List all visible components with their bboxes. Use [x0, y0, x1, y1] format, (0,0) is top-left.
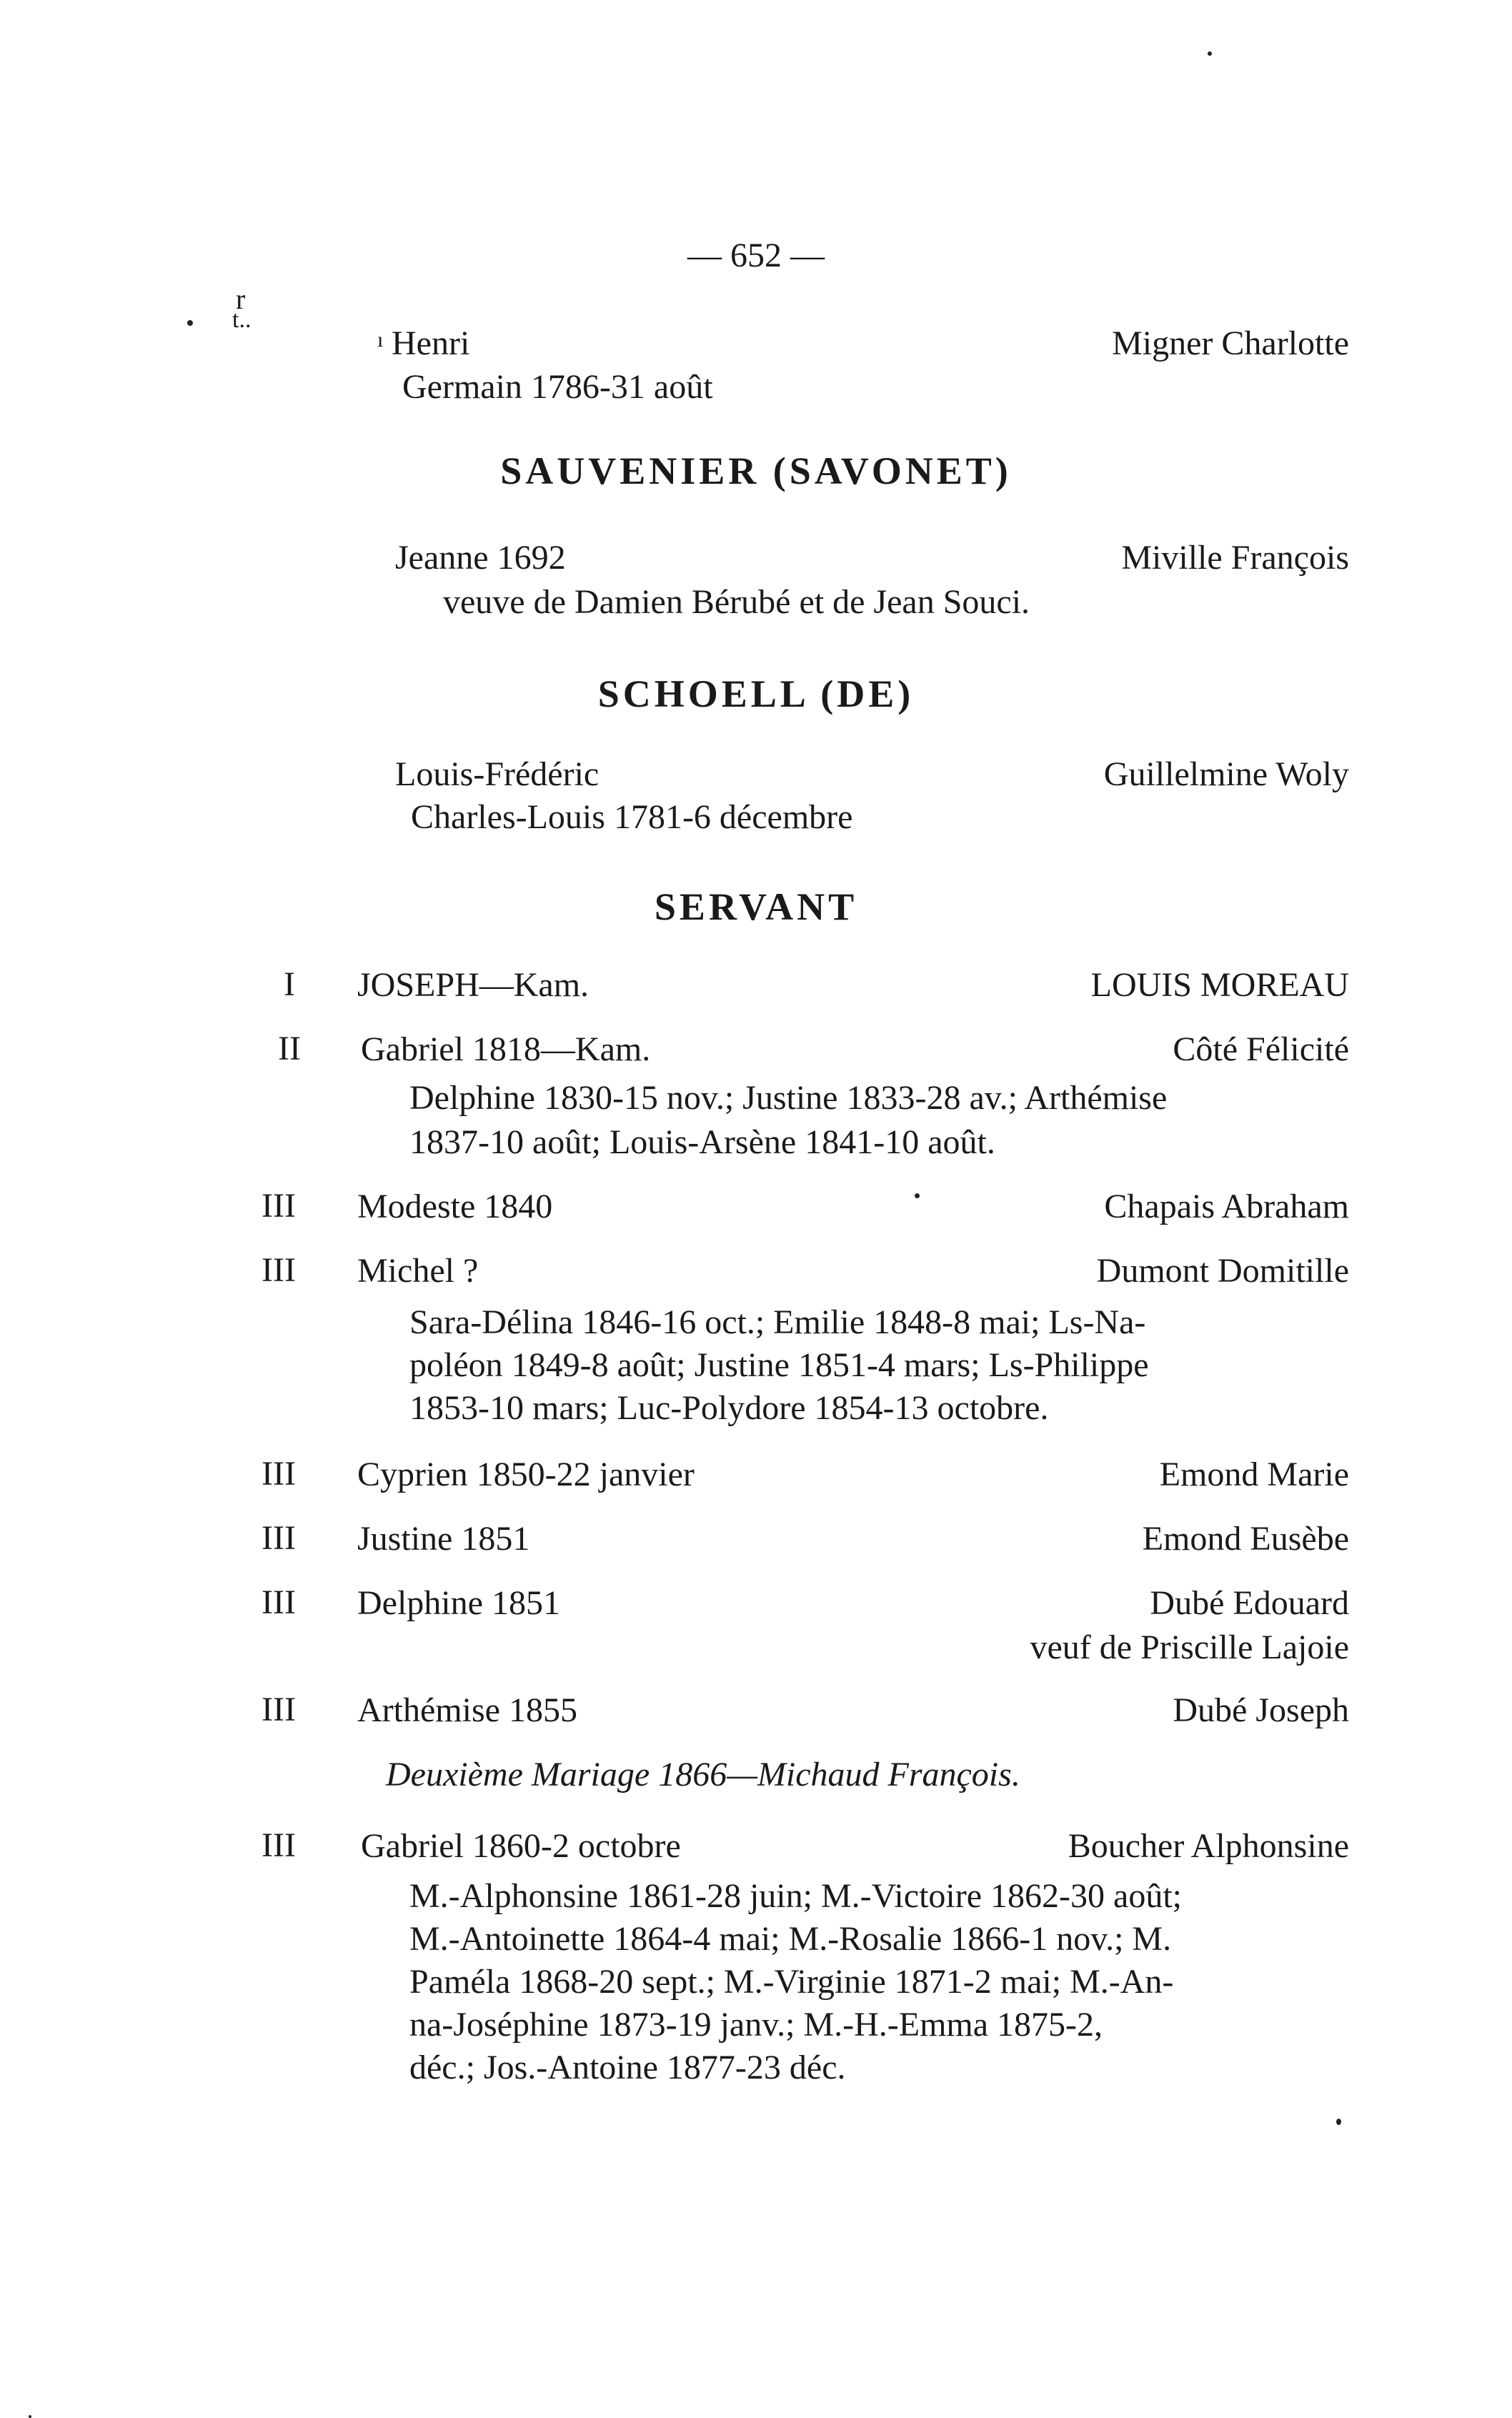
henri-name: Henri: [392, 324, 470, 362]
heading-schoell: SCHOELL (DE): [597, 672, 915, 715]
entry-spouse: Dumont Domitille: [1096, 1252, 1349, 1290]
entry-name: Michel ?: [357, 1252, 479, 1290]
heading-servant: SERVANT: [654, 885, 858, 928]
generation-numeral: III: [262, 1691, 296, 1728]
children-line: M.-Antoinette 1864-4 mai; M.-Rosalie 1866-1 nov.; M.: [409, 1920, 1172, 1958]
generation-numeral: I: [284, 965, 295, 1003]
children-line: poléon 1849-8 août; Justine 1851-4 mars; Ls-Philippe: [409, 1346, 1149, 1384]
entry-spouse: Dubé Joseph: [1173, 1691, 1349, 1729]
generation-numeral: III: [262, 1187, 296, 1225]
entry-name: Gabriel 1860-2 octobre: [361, 1827, 681, 1865]
entry-spouse: LOUIS MOREAU: [1090, 966, 1349, 1004]
spouse-note: veuf de Priscille Lajoie: [1030, 1628, 1349, 1666]
entry-spouse: Chapais Abraham: [1104, 1188, 1349, 1225]
generation-numeral: III: [262, 1251, 296, 1289]
entry-spouse: Dubé Edouard: [1150, 1584, 1349, 1622]
speck: [915, 1193, 920, 1198]
schoell-person: Louis-Frédéric: [395, 755, 600, 793]
entry-name: JOSEPH—Kam.: [357, 966, 590, 1004]
generation-numeral: III: [262, 1826, 296, 1864]
children-line: déc.; Jos.-Antoine 1877-23 déc.: [409, 2049, 846, 2086]
sauvenier-spouse: Miville François: [1121, 539, 1349, 577]
sauvenier-person: Jeanne 1692: [395, 539, 566, 577]
sauvenier-note: veuve de Damien Bérubé et de Jean Souci.: [443, 583, 1030, 621]
schoell-spouse: Guillelmine Woly: [1103, 755, 1349, 793]
entry-name: Justine 1851: [357, 1520, 530, 1558]
henri-spouse: Migner Charlotte: [1112, 324, 1349, 362]
generation-numeral: III: [262, 1519, 296, 1557]
children-line: Sara-Délina 1846-16 oct.; Emilie 1848-8 mai; Ls-Na-: [409, 1303, 1146, 1341]
children-line: 1853-10 mars; Luc-Polydore 1854-13 octobre.: [409, 1389, 1049, 1427]
children-line: Paméla 1868-20 sept.; M.-Virginie 1871-2 mai; M.-An-: [409, 1963, 1174, 2001]
second-marriage: Deuxième Mariage 1866—Michaud François.: [386, 1756, 1020, 1793]
speck: [1208, 51, 1212, 56]
entry-spouse: Boucher Alphonsine: [1068, 1827, 1349, 1865]
speck: [29, 2415, 31, 2418]
entry-name: Gabriel 1818—Kam.: [361, 1030, 651, 1068]
generation-numeral: III: [262, 1583, 296, 1621]
page-number: — 652 —: [687, 237, 825, 274]
entry-name: Modeste 1840: [357, 1188, 553, 1225]
entry-spouse: Emond Eusèbe: [1142, 1520, 1349, 1558]
generation-numeral: III: [262, 1455, 296, 1493]
children-line: 1837-10 août; Louis-Arsène 1841-10 août.: [409, 1123, 995, 1161]
margin-mark: ı: [377, 328, 384, 352]
entry-name: Delphine 1851: [357, 1584, 560, 1622]
generation-numeral: II: [278, 1030, 301, 1068]
entry-name: Arthémise 1855: [357, 1691, 577, 1729]
children-line: na-Joséphine 1873-19 janv.; M.-H.-Emma 1875-2,: [409, 2006, 1103, 2044]
entry-name: Cyprien 1850-22 janvier: [357, 1456, 695, 1493]
children-line: M.-Alphonsine 1861-28 juin; M.-Victoire 1862-30 août;: [409, 1877, 1182, 1915]
speck: [187, 320, 193, 326]
entry-spouse: Emond Marie: [1159, 1456, 1349, 1493]
children-line: Delphine 1830-15 nov.; Justine 1833-28 av.; Arthémise: [409, 1079, 1168, 1117]
henri-child: Germain 1786-31 août: [402, 368, 713, 406]
heading-sauvenier: SAUVENIER (SAVONET): [500, 449, 1012, 492]
schoell-child: Charles-Louis 1781-6 décembre: [411, 798, 853, 836]
entry-spouse: Côté Félicité: [1173, 1030, 1349, 1068]
margin-mark: r: [236, 283, 246, 315]
margin-mark: t..: [232, 307, 252, 333]
speck: [1336, 2119, 1341, 2125]
